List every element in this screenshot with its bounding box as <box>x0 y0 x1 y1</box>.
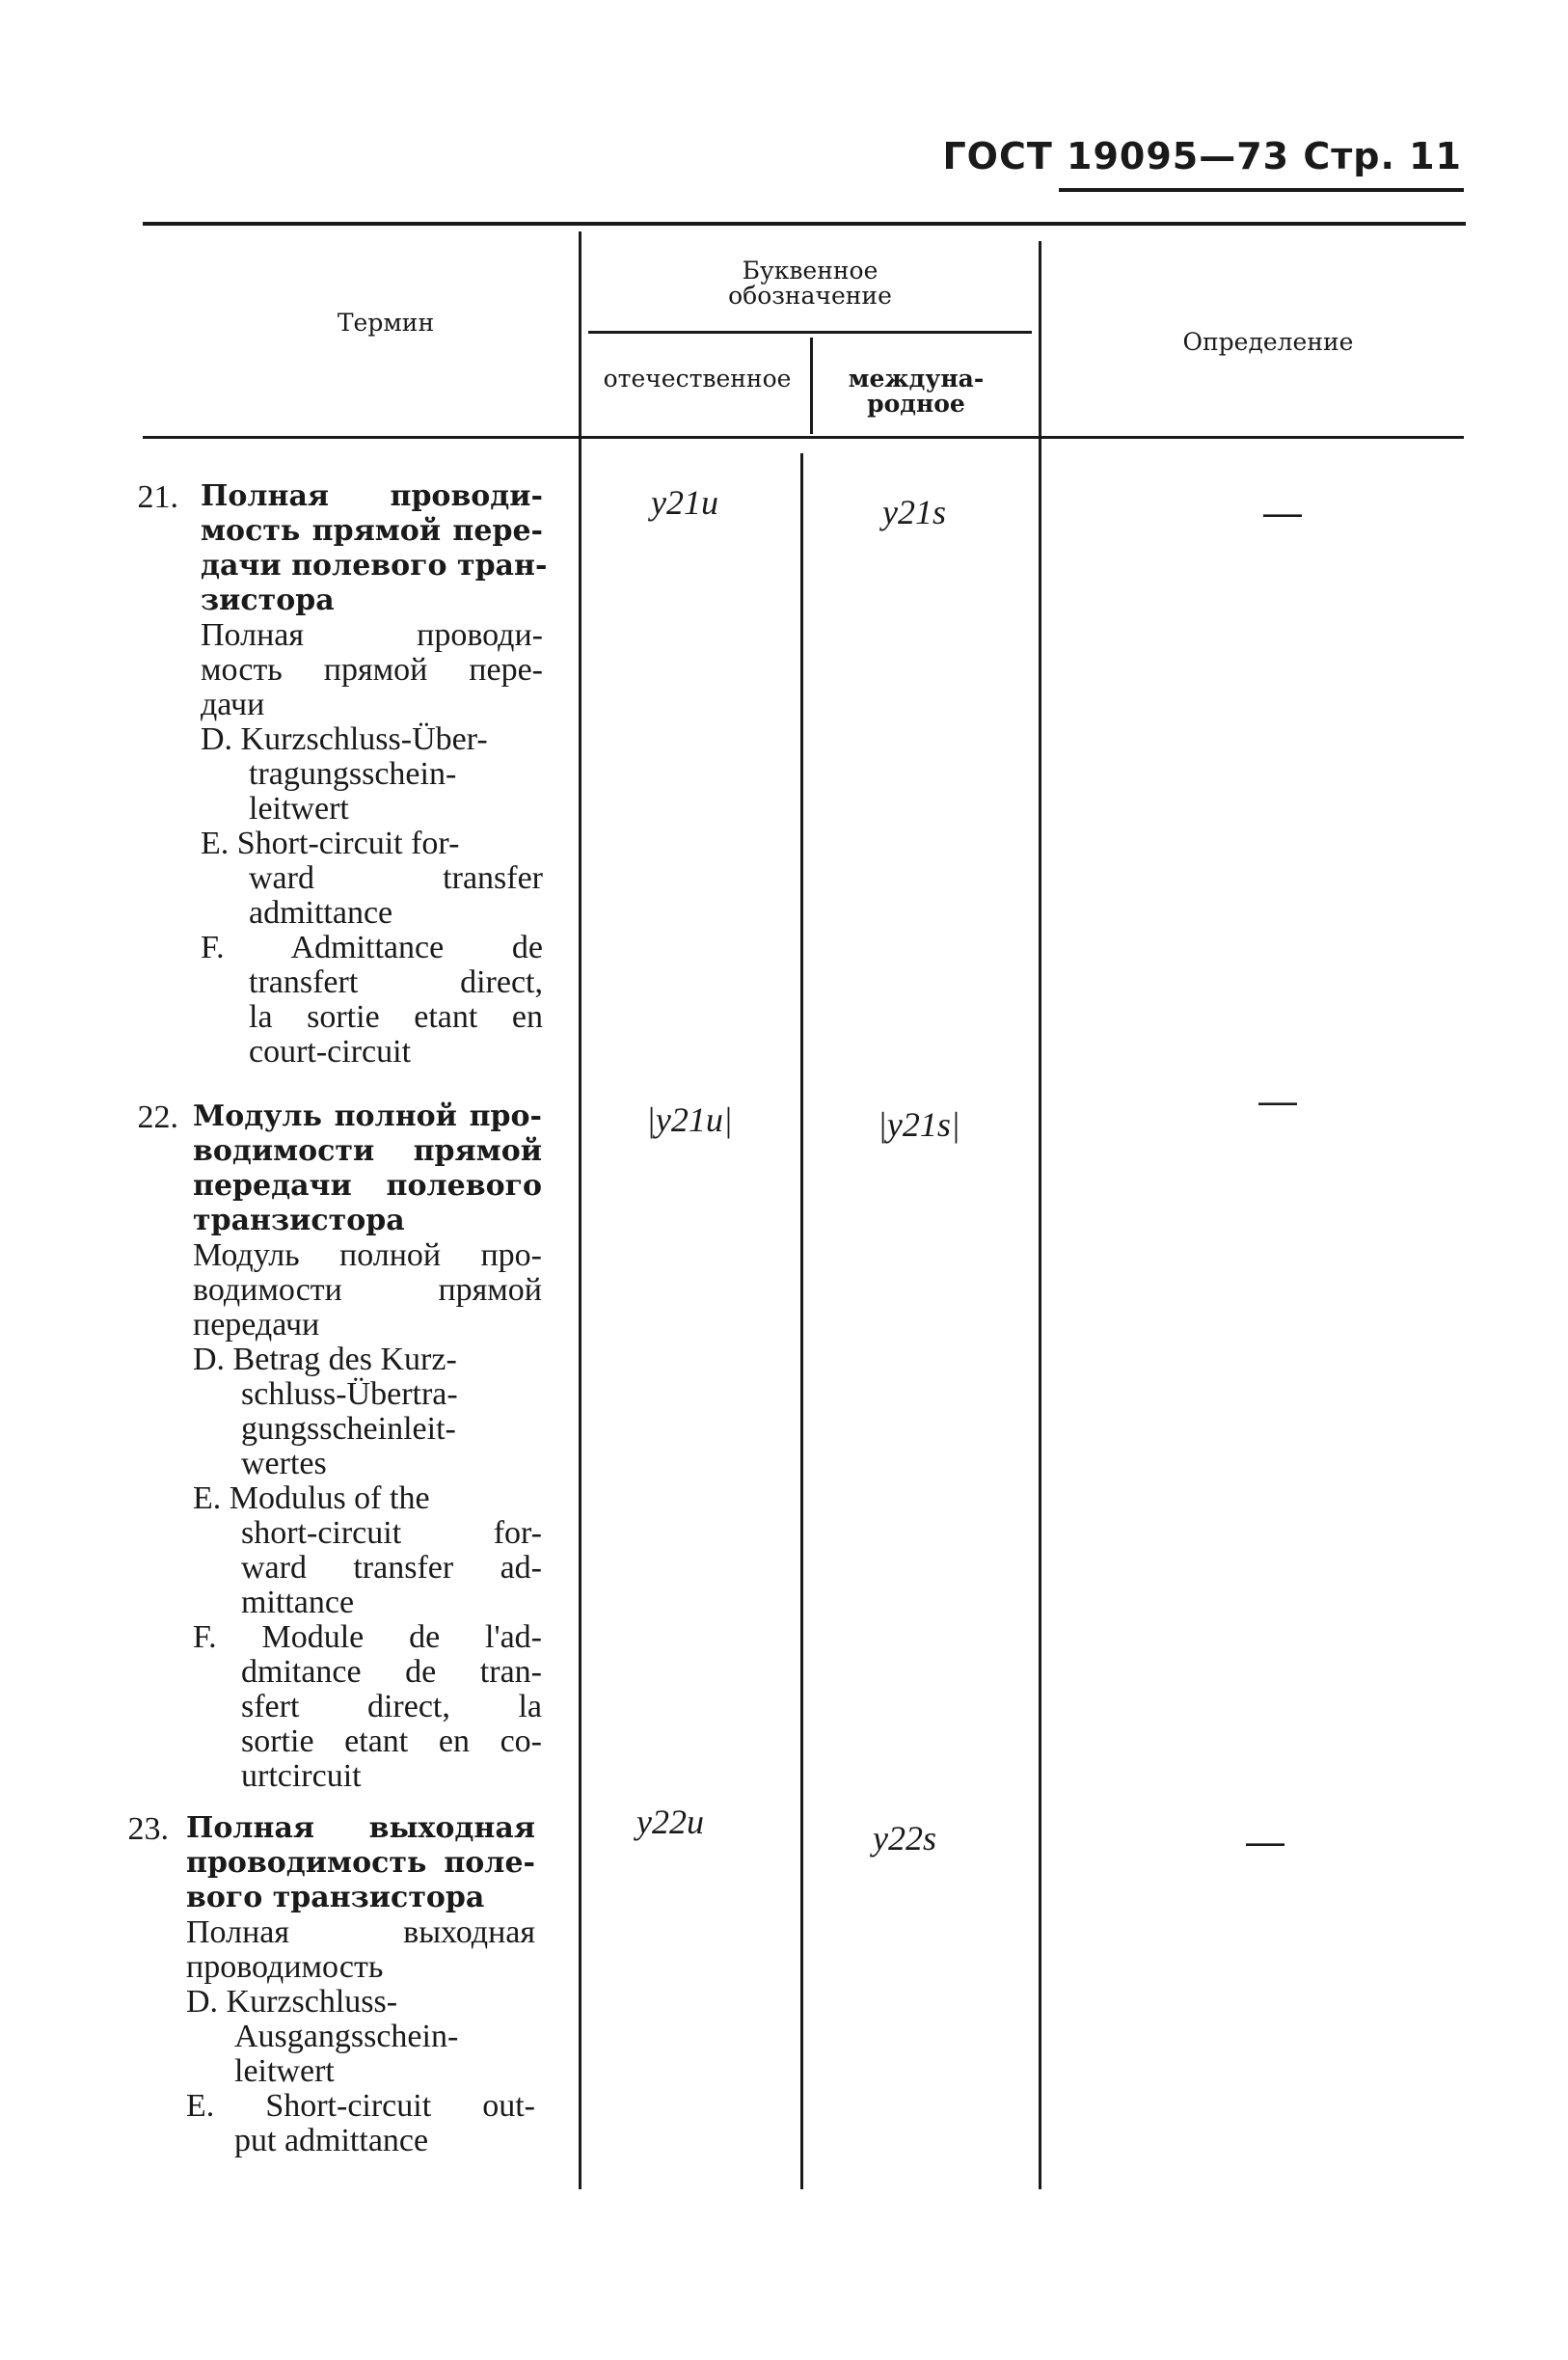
en-line: admittance <box>249 895 393 931</box>
entry-number: 21. <box>137 479 178 515</box>
en-line: short-circuit for- <box>241 1515 542 1551</box>
de-line: Ausgangsschein- <box>234 2019 459 2054</box>
synonym-line: дачи <box>201 687 265 722</box>
page-header: ГОСТ 19095—73 Стр. 11 <box>942 135 1462 177</box>
en-line: mittance <box>241 1585 355 1620</box>
term-bold-line: зистора <box>201 583 335 617</box>
entry-number: 23. <box>127 1811 169 1847</box>
fr-line: sortie etant en co- <box>241 1723 542 1759</box>
synonym-line: Модуль полной про- <box>193 1237 542 1273</box>
term-text <box>193 1099 542 1794</box>
en-line: put admittance <box>234 2123 429 2158</box>
header-term: Термин <box>337 309 435 337</box>
synonym-line: Полная выходная <box>186 1914 535 1950</box>
symbol-subheader-rule <box>588 331 1032 334</box>
synonym-line: водимости прямой <box>193 1272 542 1308</box>
entry-number: 22. <box>137 1099 178 1135</box>
synonym-line: мость прямой пере- <box>201 652 543 688</box>
de-line: D. Kurzschluss- <box>186 1984 398 2020</box>
en-line: E. Short-circuit out- <box>186 2088 535 2124</box>
fr-line: urtcircuit <box>241 1758 362 1794</box>
de-line: tragungsschein- <box>249 756 457 792</box>
international-symbol: y22s <box>873 1819 936 1858</box>
fr-line: F. Admittance de <box>201 930 543 965</box>
international-symbol: |y21s| <box>878 1105 960 1144</box>
synonym-line: Полная проводи- <box>201 617 543 653</box>
term-bold-line: Полная выходная <box>186 1811 535 1845</box>
header-symbol: Буквенное обозначение <box>728 257 892 311</box>
term-text <box>186 1811 535 2158</box>
fr-line: dmitance de tran- <box>241 1654 542 1690</box>
domestic-symbol: |y21и| <box>646 1100 733 1139</box>
col-divider-1 <box>579 231 581 2189</box>
synonym-line: передачи <box>193 1307 320 1343</box>
term-bold-line: проводимость поле- <box>186 1846 535 1880</box>
international-symbol: y21s <box>882 493 946 531</box>
fr-line: la sortie etant en <box>249 999 543 1035</box>
header-domestic: отечественное <box>603 365 792 393</box>
de-line: wertes <box>241 1446 327 1481</box>
term-bold-line: мость прямой пере- <box>201 514 543 548</box>
header-definition: Определение <box>1182 328 1354 356</box>
term-bold-line: дачи полевого тран- <box>201 549 548 583</box>
definition-dash: — <box>1258 1080 1297 1123</box>
de-line: leitwert <box>234 2053 335 2089</box>
term-bold-line: вого транзистора <box>186 1881 485 1914</box>
en-line: E. Modulus of the <box>193 1480 430 1516</box>
definition-dash: — <box>1246 1821 1284 1863</box>
de-line: leitwert <box>249 791 349 827</box>
en-line: ward transfer <box>249 860 543 896</box>
domestic-symbol: y22и <box>636 1803 704 1841</box>
en-line: ward transfer ad- <box>241 1550 542 1586</box>
fr-line: sfert direct, la <box>241 1689 542 1724</box>
term-text <box>201 479 548 1070</box>
term-bold-line: передачи полевого <box>193 1169 542 1203</box>
definition-dash: — <box>1263 492 1302 534</box>
synonym-line: проводимость <box>186 1949 384 1985</box>
term-bold-line: Полная проводи- <box>201 479 543 513</box>
col-divider-2-body <box>800 453 803 2189</box>
header-international: междуна-родное <box>848 365 985 419</box>
term-bold-line: Модуль полной про- <box>193 1099 542 1133</box>
fr-line: court-circuit <box>249 1034 412 1070</box>
table-header-bottom-rule <box>143 436 1464 439</box>
domestic-symbol: y21и <box>651 483 718 522</box>
header-rule <box>1059 188 1464 192</box>
en-line: E. Short-circuit for- <box>201 826 460 861</box>
term-bold-line: транзистора <box>193 1204 405 1237</box>
de-line: schluss-Übertra- <box>241 1376 458 1412</box>
fr-line: F. Module de l'ad- <box>193 1619 542 1655</box>
de-line: D. Kurzschluss-Über- <box>201 721 488 757</box>
fr-line: transfert direct, <box>249 964 543 1000</box>
de-line: D. Betrag des Kurz- <box>193 1342 457 1377</box>
col-divider-3 <box>1039 241 1041 2189</box>
col-divider-2 <box>810 338 813 434</box>
de-line: gungsscheinleit- <box>241 1411 456 1447</box>
table-top-rule <box>143 222 1466 226</box>
term-bold-line: водимости прямой <box>193 1134 542 1168</box>
